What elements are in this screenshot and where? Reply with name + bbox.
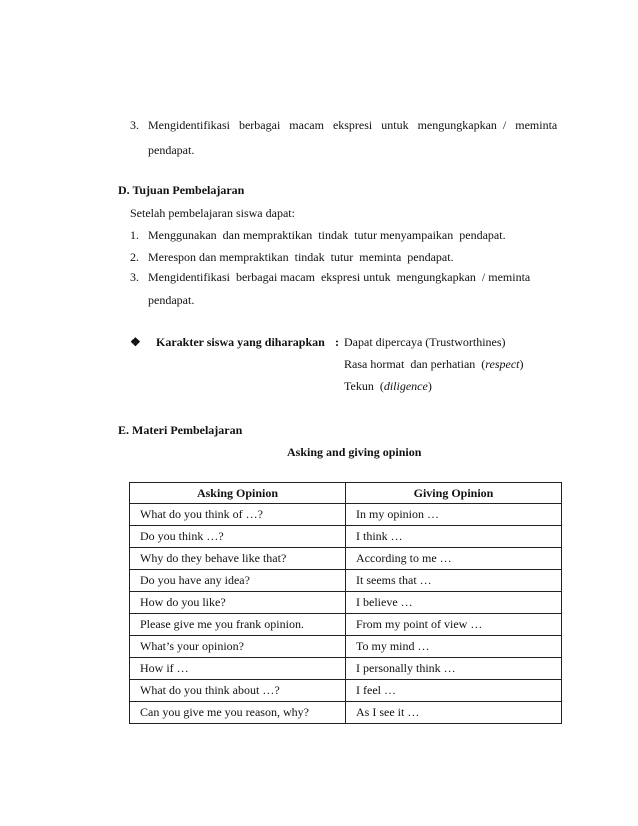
table-row xyxy=(130,504,562,526)
opinion-table xyxy=(129,482,562,724)
table-row xyxy=(130,570,562,592)
table-row xyxy=(130,548,562,570)
table-row xyxy=(130,702,562,724)
table-row xyxy=(130,658,562,680)
intro-item xyxy=(130,118,557,133)
karakter-value-1: Dapat dipercaya (Trustworthines) xyxy=(344,335,506,349)
asking-cell: Can you give me you reason, why? xyxy=(130,702,346,724)
giving-cell: According to me … xyxy=(346,548,562,570)
giving-cell: I believe … xyxy=(346,592,562,614)
asking-cell: What do you think of …? xyxy=(130,504,346,526)
giving-cell: It seems that … xyxy=(346,570,562,592)
karakter-label: Karakter siswa yang diharapkan xyxy=(156,335,325,349)
table-row xyxy=(130,592,562,614)
intro-item-line1: Mengidentifikasi berbagai macam ekspresi untuk mengungkapkan / meminta xyxy=(148,118,558,132)
table-row xyxy=(130,636,562,658)
objective-number: 2. xyxy=(130,250,139,264)
objective-item xyxy=(130,250,454,265)
objective-number: 1. xyxy=(130,228,139,242)
table-row xyxy=(130,614,562,636)
section-e-heading: E. Materi Pembelajaran xyxy=(118,423,243,437)
asking-cell: How if … xyxy=(130,658,346,680)
header-asking-opinion: Asking Opinion xyxy=(130,483,346,504)
table-row xyxy=(130,680,562,702)
section-d-lead: Setelah pembelajaran siswa dapat: xyxy=(130,206,295,220)
objective-text: Merespon dan mempraktikan tindak tutur meminta pendapat. xyxy=(148,250,454,264)
giving-cell: I feel … xyxy=(346,680,562,702)
header-giving-opinion: Giving Opinion xyxy=(346,483,562,504)
asking-cell: Do you have any idea? xyxy=(130,570,346,592)
objective-item xyxy=(130,228,506,243)
diamond-bullet-icon: ❖ xyxy=(130,335,141,349)
giving-cell: From my point of view … xyxy=(346,614,562,636)
table-row xyxy=(130,526,562,548)
objective-text: Menggunakan dan mempraktikan tindak tutur menyampaikan pendapat. xyxy=(148,228,506,242)
table-subtitle: Asking and giving opinion xyxy=(287,445,422,459)
karakter-value-3-text: Tekun ( xyxy=(344,379,384,393)
table-header-row xyxy=(130,483,562,504)
giving-cell: In my opinion … xyxy=(346,504,562,526)
giving-cell: To my mind … xyxy=(346,636,562,658)
asking-cell: What do you think about …? xyxy=(130,680,346,702)
section-d-heading: D. Tujuan Pembelajaran xyxy=(118,183,245,197)
asking-cell: How do you like? xyxy=(130,592,346,614)
karakter-colon: : xyxy=(335,335,339,349)
karakter-value-3-end: ) xyxy=(427,379,432,393)
objective-number: 3. xyxy=(130,270,139,284)
karakter-value-3-italic: diligence xyxy=(383,379,428,393)
karakter-value-2-text: Rasa hormat dan perhatian ( xyxy=(344,357,486,371)
karakter-value-2-end: ) xyxy=(519,357,524,371)
asking-cell: Do you think …? xyxy=(130,526,346,548)
giving-cell: I personally think … xyxy=(346,658,562,680)
asking-cell: What’s your opinion? xyxy=(130,636,346,658)
karakter-value-2 xyxy=(344,357,524,372)
giving-cell: As I see it … xyxy=(346,702,562,724)
asking-cell: Why do they behave like that? xyxy=(130,548,346,570)
objective-text-line2: pendapat. xyxy=(148,293,195,307)
asking-cell: Please give me you frank opinion. xyxy=(130,614,346,636)
objective-item xyxy=(130,270,530,285)
karakter-value-3 xyxy=(344,379,432,394)
objective-text: Mengidentifikasi berbagai macam ekspresi untuk mengungkapkan / meminta xyxy=(148,270,531,284)
intro-item-line2: pendapat. xyxy=(148,143,195,157)
karakter-row xyxy=(130,335,325,350)
intro-item-number: 3. xyxy=(130,118,139,132)
karakter-value-2-italic: respect xyxy=(485,357,520,371)
giving-cell: I think … xyxy=(346,526,562,548)
